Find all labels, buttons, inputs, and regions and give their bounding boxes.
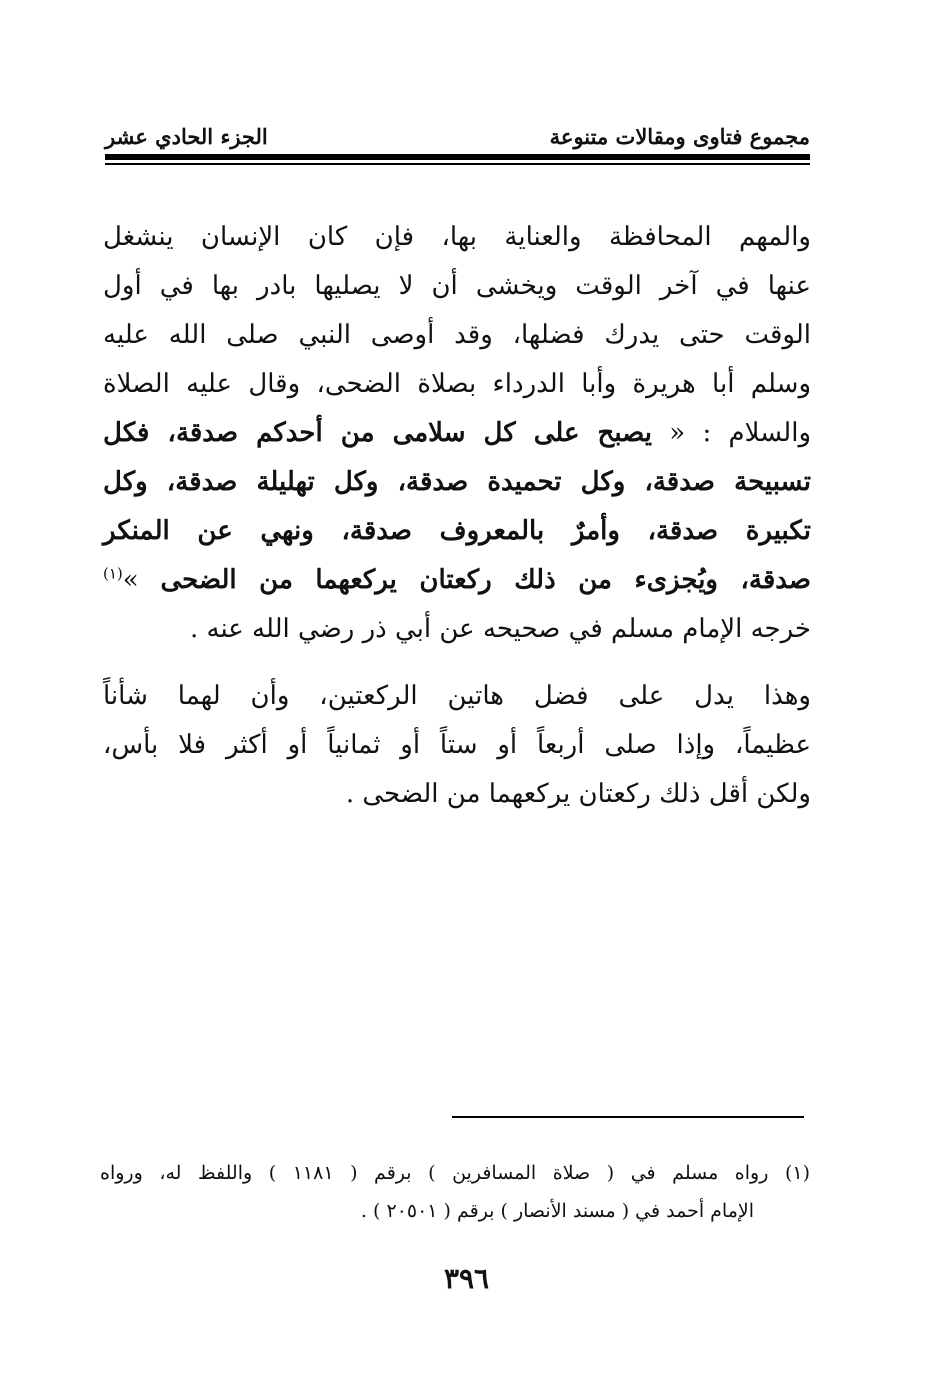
footnote-line: الإمام أحمد في ( مسند الأنصار ) برقم ( ٢٠٥٠١ ) . (360, 1200, 754, 1222)
text-line: وسلم أبا هريرة وأبا الدرداء بصلاة الضحى، وقال عليه الصلاة (103, 369, 811, 399)
hadith-text: صدقة، ويُجزىء من ذلك ركعتان يركعهما من الضحى (160, 565, 812, 595)
text-line: الوقت حتى يدرك فضلها، وقد أوصى النبي صلى الله عليه (103, 320, 811, 350)
footnote-separator (452, 1116, 804, 1118)
hadith-close-quote: » (122, 565, 139, 595)
header-rule-thick (105, 154, 810, 160)
main-text (103, 213, 811, 819)
footnote-line: (١) رواه مسلم في ( صلاة المسافرين ) برقم ( ١١٨١ ) واللفظ له، ورواه (100, 1162, 810, 1184)
text-line: والمهم المحافظة والعناية بها، فإن كان الإنسان ينشغل (103, 222, 811, 252)
running-header (105, 118, 810, 152)
footnote-reference: (١) (103, 564, 123, 583)
text-line: عنها في آخر الوقت ويخشى أن لا يصليها بادر بها في أول (103, 271, 811, 301)
hadith-line-first (103, 409, 811, 458)
footnote (100, 1155, 810, 1231)
hadith-line: تسبيحة صدقة، وكل تحميدة صدقة، وكل تهليلة صدقة، وكل (103, 467, 811, 497)
volume-title-header: الجزء الحادي عشر (105, 124, 268, 149)
text-line: عظيماً، وإذا صلى أربعاً أو ستاً أو ثمانياً أو أكثر فلا بأس، (103, 730, 811, 760)
hadith-text: يصبح على كل سلامى من أحدكم صدقة، فكل (103, 418, 652, 448)
page-number: ٣٩٦ (443, 1262, 490, 1295)
text-line: وهذا يدل على فضل هاتين الركعتين، وأن لهما شأناً (103, 681, 811, 711)
text-line: ولكن أقل ذلك ركعتان يركعهما من الضحى . (345, 779, 811, 809)
hadith-source-line: خرجه الإمام مسلم في صحيحه عن أبي ذر رضي الله عنه . (189, 614, 811, 644)
hadith-line: تكبيرة صدقة، وأمرٌ بالمعروف صدقة، ونهي عن المنكر (103, 516, 811, 546)
hadith-intro: والسلام : « (669, 418, 812, 448)
book-title-header: مجموع فتاوى ومقالات متنوعة (549, 124, 810, 149)
hadith-line-last (103, 556, 811, 605)
header-rule-thin (105, 163, 810, 165)
